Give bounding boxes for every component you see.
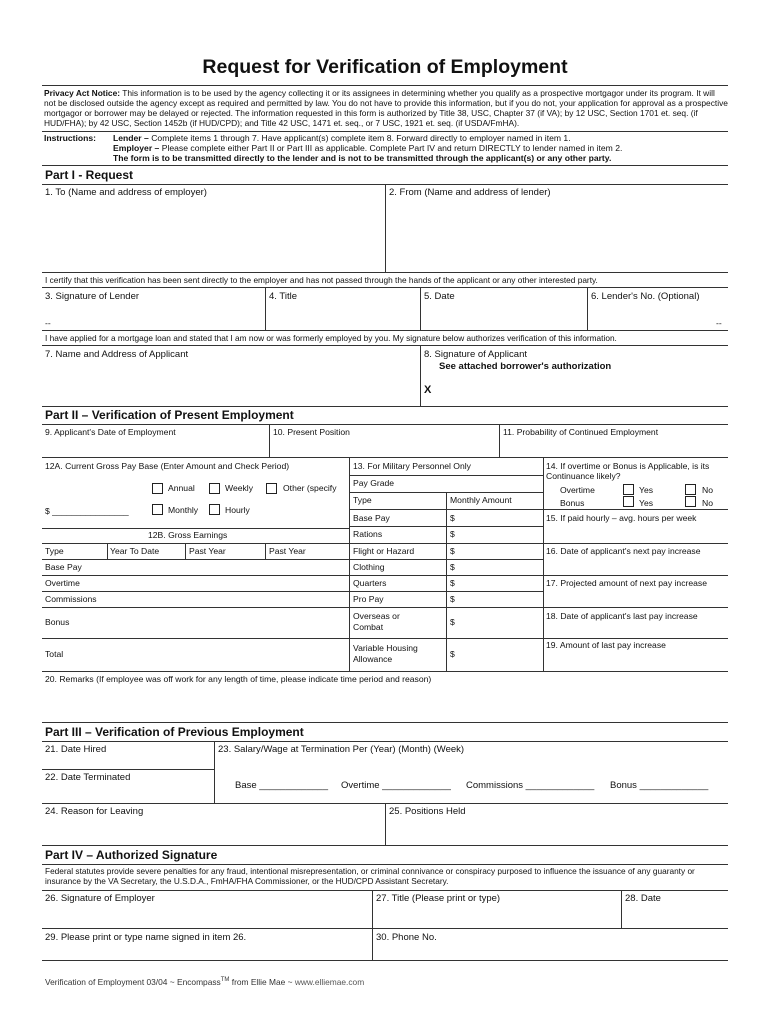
certify-text: I certify that this verification has been sent directly to the employer and has not passed through the hands of the applicant or any other interested party. (45, 275, 598, 285)
mil-dollar-2: $ (450, 529, 455, 539)
bonus-yes-label: Yes (639, 498, 654, 508)
footer-link[interactable]: www.elliemae.com (294, 976, 365, 987)
part4-heading: Part IV – Authorized Signature (45, 848, 218, 862)
mil-type-header: Type (353, 495, 372, 505)
mil-dollar-6: $ (450, 594, 455, 604)
part2-heading: Part II – Verification of Present Employment (45, 408, 294, 422)
bonus-yes-checkbox[interactable] (623, 496, 634, 507)
applied-text: I have applied for a mortgage loan and stated that I am now or was formerly employed by you. My signature below authorizes verification of this information. (45, 333, 617, 343)
printed-name-field[interactable] (43, 945, 370, 959)
mil-dollar-4: $ (450, 562, 455, 572)
item26-label: 26. Signature of Employer (45, 893, 155, 904)
mil-row-housing-1: Variable Housing (353, 643, 418, 653)
earn-row-total: Total (45, 649, 64, 659)
overtime-label: Overtime (560, 485, 595, 495)
earn-header-past-year-1: Past Year (189, 546, 226, 556)
part3-heading: Part III – Verification of Previous Employment (45, 725, 304, 739)
item6-label: 6. Lender's No. (Optional) (591, 291, 700, 302)
dash-right: -- (716, 318, 722, 328)
item3-label: 3. Signature of Lender (45, 291, 140, 302)
item20-label: 20. Remarks (If employee was off work for any length of time, please indicate time period and reason) (45, 674, 432, 684)
mil-row-overseas-2: Combat (353, 622, 384, 632)
privacy-text: This information is to be used by the agency collecting it or its assignees in determining whether you qualify as a prospective mortgagor under its program. It will not be disclosed outside the agency except as required and permitted by law. You do not have to provide this information, but if you do not, your application for approval as a prospective mortgagor or borrower may be delayed or rejected. The information requested in this form is authorized by Title 38, USC, Chapter 37 (if VA); by 12 USC, Section 1701 et. seq. (if HUD/FHA); by 42 USC, Section 1452b (if HUD/CPD); and Title 42 USC, 1471 et. seq., or 7 USC, 1921 et. seq. (if USDA/FmHA). (44, 88, 728, 129)
other-label: Other (specify (283, 483, 337, 493)
employer-text: Please complete either Part II or Part III as applicable. Complete Part IV and return DIRECTLY to lender named in item 2. (161, 143, 623, 153)
signature-date-field[interactable] (623, 907, 727, 927)
dash-left: -- (45, 318, 51, 328)
mil-row-quarters: Quarters (353, 578, 387, 588)
item16-label: 16. Date of applicant's next pay increase (546, 546, 701, 556)
positions-held-field[interactable] (387, 820, 727, 843)
reason-leaving-field[interactable] (43, 820, 383, 843)
overtime-no-label: No (702, 485, 713, 495)
employer-label: Employer – (113, 143, 160, 153)
item14-line2: Continuance likely? (546, 471, 621, 481)
item12b-label: 12B. Gross Earnings (148, 530, 228, 540)
annual-label: Annual (168, 483, 195, 493)
item1-label: 1. To (Name and address of employer) (45, 187, 207, 198)
employer-title-field[interactable] (374, 907, 619, 927)
lender-title-field[interactable] (267, 304, 418, 328)
lender-text: Complete items 1 through 7. Have applicant(s) complete item 8. Forward directly to employer named in item 1. (151, 133, 571, 143)
item13-label: 13. For Military Personnel Only (353, 461, 471, 471)
instructions-label: Instructions: (44, 133, 97, 143)
item10-label: 10. Present Position (273, 427, 350, 437)
footer (45, 977, 364, 987)
mil-row-rations: Rations (353, 529, 383, 539)
footer-middle: from Ellie Mae ~ (229, 976, 295, 987)
mil-row-pro-pay: Pro Pay (353, 594, 384, 604)
item4-label: 4. Title (269, 291, 297, 302)
hourly-label: Hourly (225, 505, 250, 515)
page-title: Request for Verification of Employment (202, 56, 568, 78)
footer-tm: TM (220, 977, 230, 983)
mil-dollar-3: $ (450, 546, 455, 556)
item14-line1: 14. If overtime or Bonus is Applicable, is its (546, 461, 710, 471)
privacy-label: Privacy Act Notice: (44, 88, 121, 98)
earn-header-past-year-2: Past Year (269, 546, 306, 556)
part1-heading: Part I - Request (45, 168, 134, 182)
hourly-checkbox[interactable] (209, 504, 220, 515)
overtime-yes-label: Yes (639, 485, 654, 495)
pay-grade-label: Pay Grade (353, 478, 395, 488)
earn-header-ytd: Year To Date (110, 546, 160, 556)
item5-label: 5. Date (424, 291, 455, 302)
employer-signature-field[interactable] (43, 907, 370, 927)
applicant-address-field[interactable] (43, 362, 418, 404)
weekly-label: Weekly (225, 483, 254, 493)
item23-label: 23. Salary/Wage at Termination Per (Year) (Month) (Week) (218, 744, 465, 755)
item28-label: 28. Date (625, 893, 661, 904)
other-checkbox[interactable] (266, 483, 277, 494)
annual-checkbox[interactable] (152, 483, 163, 494)
privacy-notice (44, 88, 728, 128)
mil-row-flight: Flight or Hazard (353, 546, 415, 556)
monthly-label: Monthly (168, 505, 199, 515)
overtime-yes-checkbox[interactable] (623, 484, 634, 495)
item2-label: 2. From (Name and address of lender) (389, 187, 551, 198)
item17-label: 17. Projected amount of next pay increase (546, 578, 707, 588)
earn-row-overtime: Overtime (45, 578, 80, 588)
weekly-checkbox[interactable] (209, 483, 220, 494)
see-attached: See attached borrower's authorization (439, 361, 612, 372)
bonus-field[interactable]: Bonus _____________ (610, 780, 709, 791)
phone-field[interactable] (374, 945, 727, 959)
commissions-field[interactable]: Commissions _____________ (466, 780, 595, 791)
remarks-field[interactable] (43, 688, 727, 718)
earn-row-bonus: Bonus (45, 617, 70, 627)
item22-label: 22. Date Terminated (45, 772, 131, 783)
overtime-no-checkbox[interactable] (685, 484, 696, 495)
footer-prefix: Verification of Employment 03/04 ~ Encompass (45, 976, 221, 987)
bonus-no-label: No (702, 498, 713, 508)
federal-text: Federal statutes provide severe penalties for any fraud, intentional misrepresentation, or criminal connivance or conspiracy purposed to influence the issuance of any guaranty or insurance by the VA Secretary, the U.S.D.A., FmHA/FHA Commissioner, or the HUD/CPD Assistant Secretary. (45, 866, 695, 886)
mil-dollar-7: $ (450, 617, 455, 627)
mil-dollar-1: $ (450, 513, 455, 523)
item24-label: 24. Reason for Leaving (45, 806, 144, 817)
mil-row-housing-2: Allowance (353, 654, 393, 664)
mil-row-clothing: Clothing (353, 562, 385, 572)
pay-base-amount[interactable]: $ ________________ (45, 506, 129, 516)
item12a-label: 12A. Current Gross Pay Base (Enter Amount and Check Period) (45, 461, 290, 471)
item30-label: 30. Phone No. (376, 932, 437, 943)
lender-signature-field[interactable] (43, 304, 263, 328)
item9-label: 9. Applicant's Date of Employment (45, 427, 176, 437)
item19-label: 19. Amount of last pay increase (546, 640, 666, 650)
base-field[interactable]: Base _____________ (235, 780, 328, 791)
item21-label: 21. Date Hired (45, 744, 107, 755)
item27-label: 27. Title (Please print or type) (376, 893, 501, 904)
transmit-note: The form is to be transmitted directly to the lender and is not to be transmitted through the applicant(s) or any other party. (113, 153, 612, 163)
item25-label: 25. Positions Held (389, 806, 466, 817)
lender-number-field[interactable] (589, 304, 727, 328)
overtime-field[interactable]: Overtime _____________ (341, 780, 451, 791)
lender-address-field[interactable] (387, 200, 727, 270)
item18-label: 18. Date of applicant's last pay increase (546, 611, 698, 621)
mil-dollar-8: $ (450, 649, 455, 659)
applicant-signature-field[interactable] (436, 382, 726, 404)
mil-dollar-5: $ (450, 578, 455, 588)
item7-label: 7. Name and Address of Applicant (45, 349, 189, 360)
mil-row-overseas-1: Overseas or (353, 611, 400, 621)
x-mark: X (424, 384, 432, 396)
lender-label: Lender – (113, 133, 149, 143)
item29-label: 29. Please print or type name signed in item 26. (45, 932, 247, 943)
mil-row-base-pay: Base Pay (353, 513, 390, 523)
bonus-label: Bonus (560, 498, 585, 508)
mil-amount-header: Monthly Amount (450, 495, 512, 505)
earn-row-commissions: Commissions (45, 594, 97, 604)
item15-label: 15. If paid hourly – avg. hours per week (546, 513, 697, 523)
earn-row-base-pay: Base Pay (45, 562, 82, 572)
item11-label: 11. Probability of Continued Employment (503, 427, 659, 437)
bonus-no-checkbox[interactable] (685, 496, 696, 507)
employer-address-field[interactable] (43, 200, 383, 270)
earn-header-type: Type (45, 546, 64, 556)
date-field[interactable] (422, 304, 585, 328)
item8-label: 8. Signature of Applicant (424, 349, 527, 360)
monthly-checkbox[interactable] (152, 504, 163, 515)
